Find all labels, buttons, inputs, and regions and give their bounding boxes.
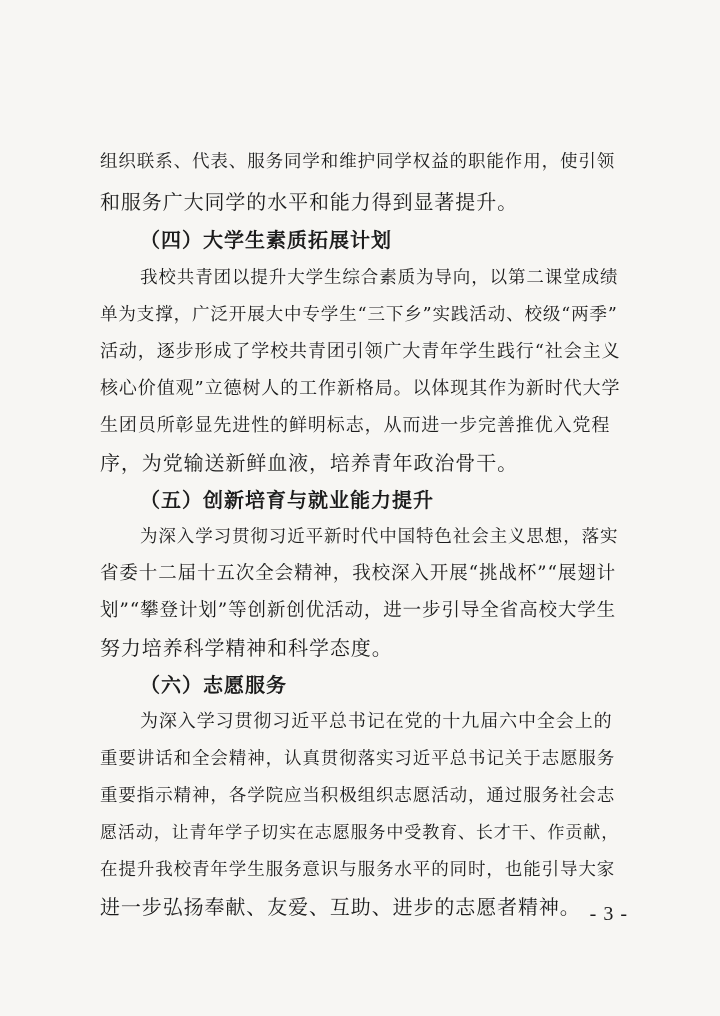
paragraph-line: 重要讲话和全会精神，认真贯彻落实习近平总书记关于志愿服务 <box>100 749 616 769</box>
paragraph-line: 生团员所彰显先进性的鲜明标志，从而进一步完善推优入党程 <box>100 415 611 436</box>
page-number: - 3 - <box>589 903 628 925</box>
paragraph-line: 核心价值观”立德树人的工作新格局。以体现其作为新时代大学 <box>100 378 621 399</box>
paragraph-line: 重要指示精神，各学院应当积极组织志愿活动，通过服务社会志 <box>100 786 616 806</box>
paragraph-line: 进一步弘扬奉献、友爱、互助、进步的志愿者精神。 <box>100 895 581 919</box>
paragraph-line: 在提升我校青年学生服务意识与服务水平的同时，也能引导大家 <box>100 860 616 880</box>
section-heading-4: （四）大学生素质拓展计划 <box>140 228 392 252</box>
paragraph-line: 划”“攀登计划”等创新创优活动，进一步引导全省高校大学生 <box>100 600 617 621</box>
paragraph-line: 愿活动，让青年学子切实在志愿服务中受教育、长才干、作贡献， <box>100 823 620 843</box>
paragraph-line: 努力培养科学精神和科学态度。 <box>100 636 393 660</box>
paragraph-line: 和服务广大同学的水平和能力得到显著提升。 <box>100 190 518 214</box>
paragraph-line: 序，为党输送新鲜血液，培养青年政治骨干。 <box>100 451 518 475</box>
paragraph-line: 我校共青团以提升大学生综合素质为导向，以第二课堂成绩 <box>140 268 619 288</box>
section-heading-6: （六）志愿服务 <box>140 673 287 697</box>
paragraph-line: 为深入学习贯彻习近平总书记在党的十九届六中全会上的 <box>140 711 613 732</box>
paragraph-line: 组织联系、代表、服务同学和维护同学权益的职能作用，使引领 <box>100 152 616 172</box>
paragraph-line: 省委十二届十五次全会精神，我校深入开展“挑战杯”“展翅计 <box>100 563 617 584</box>
paragraph-line: 为深入学习贯彻习近平新时代中国特色社会主义思想，落实 <box>140 527 619 547</box>
section-heading-5: （五）创新培育与就业能力提升 <box>140 488 434 512</box>
paragraph-line: 单为支撑，广泛开展大中专学生“三下乡”实践活动、校级“两季” <box>100 305 618 325</box>
paragraph-line: 活动，逐步形成了学校共青团引领广大青年学生践行“社会主义 <box>100 341 621 362</box>
